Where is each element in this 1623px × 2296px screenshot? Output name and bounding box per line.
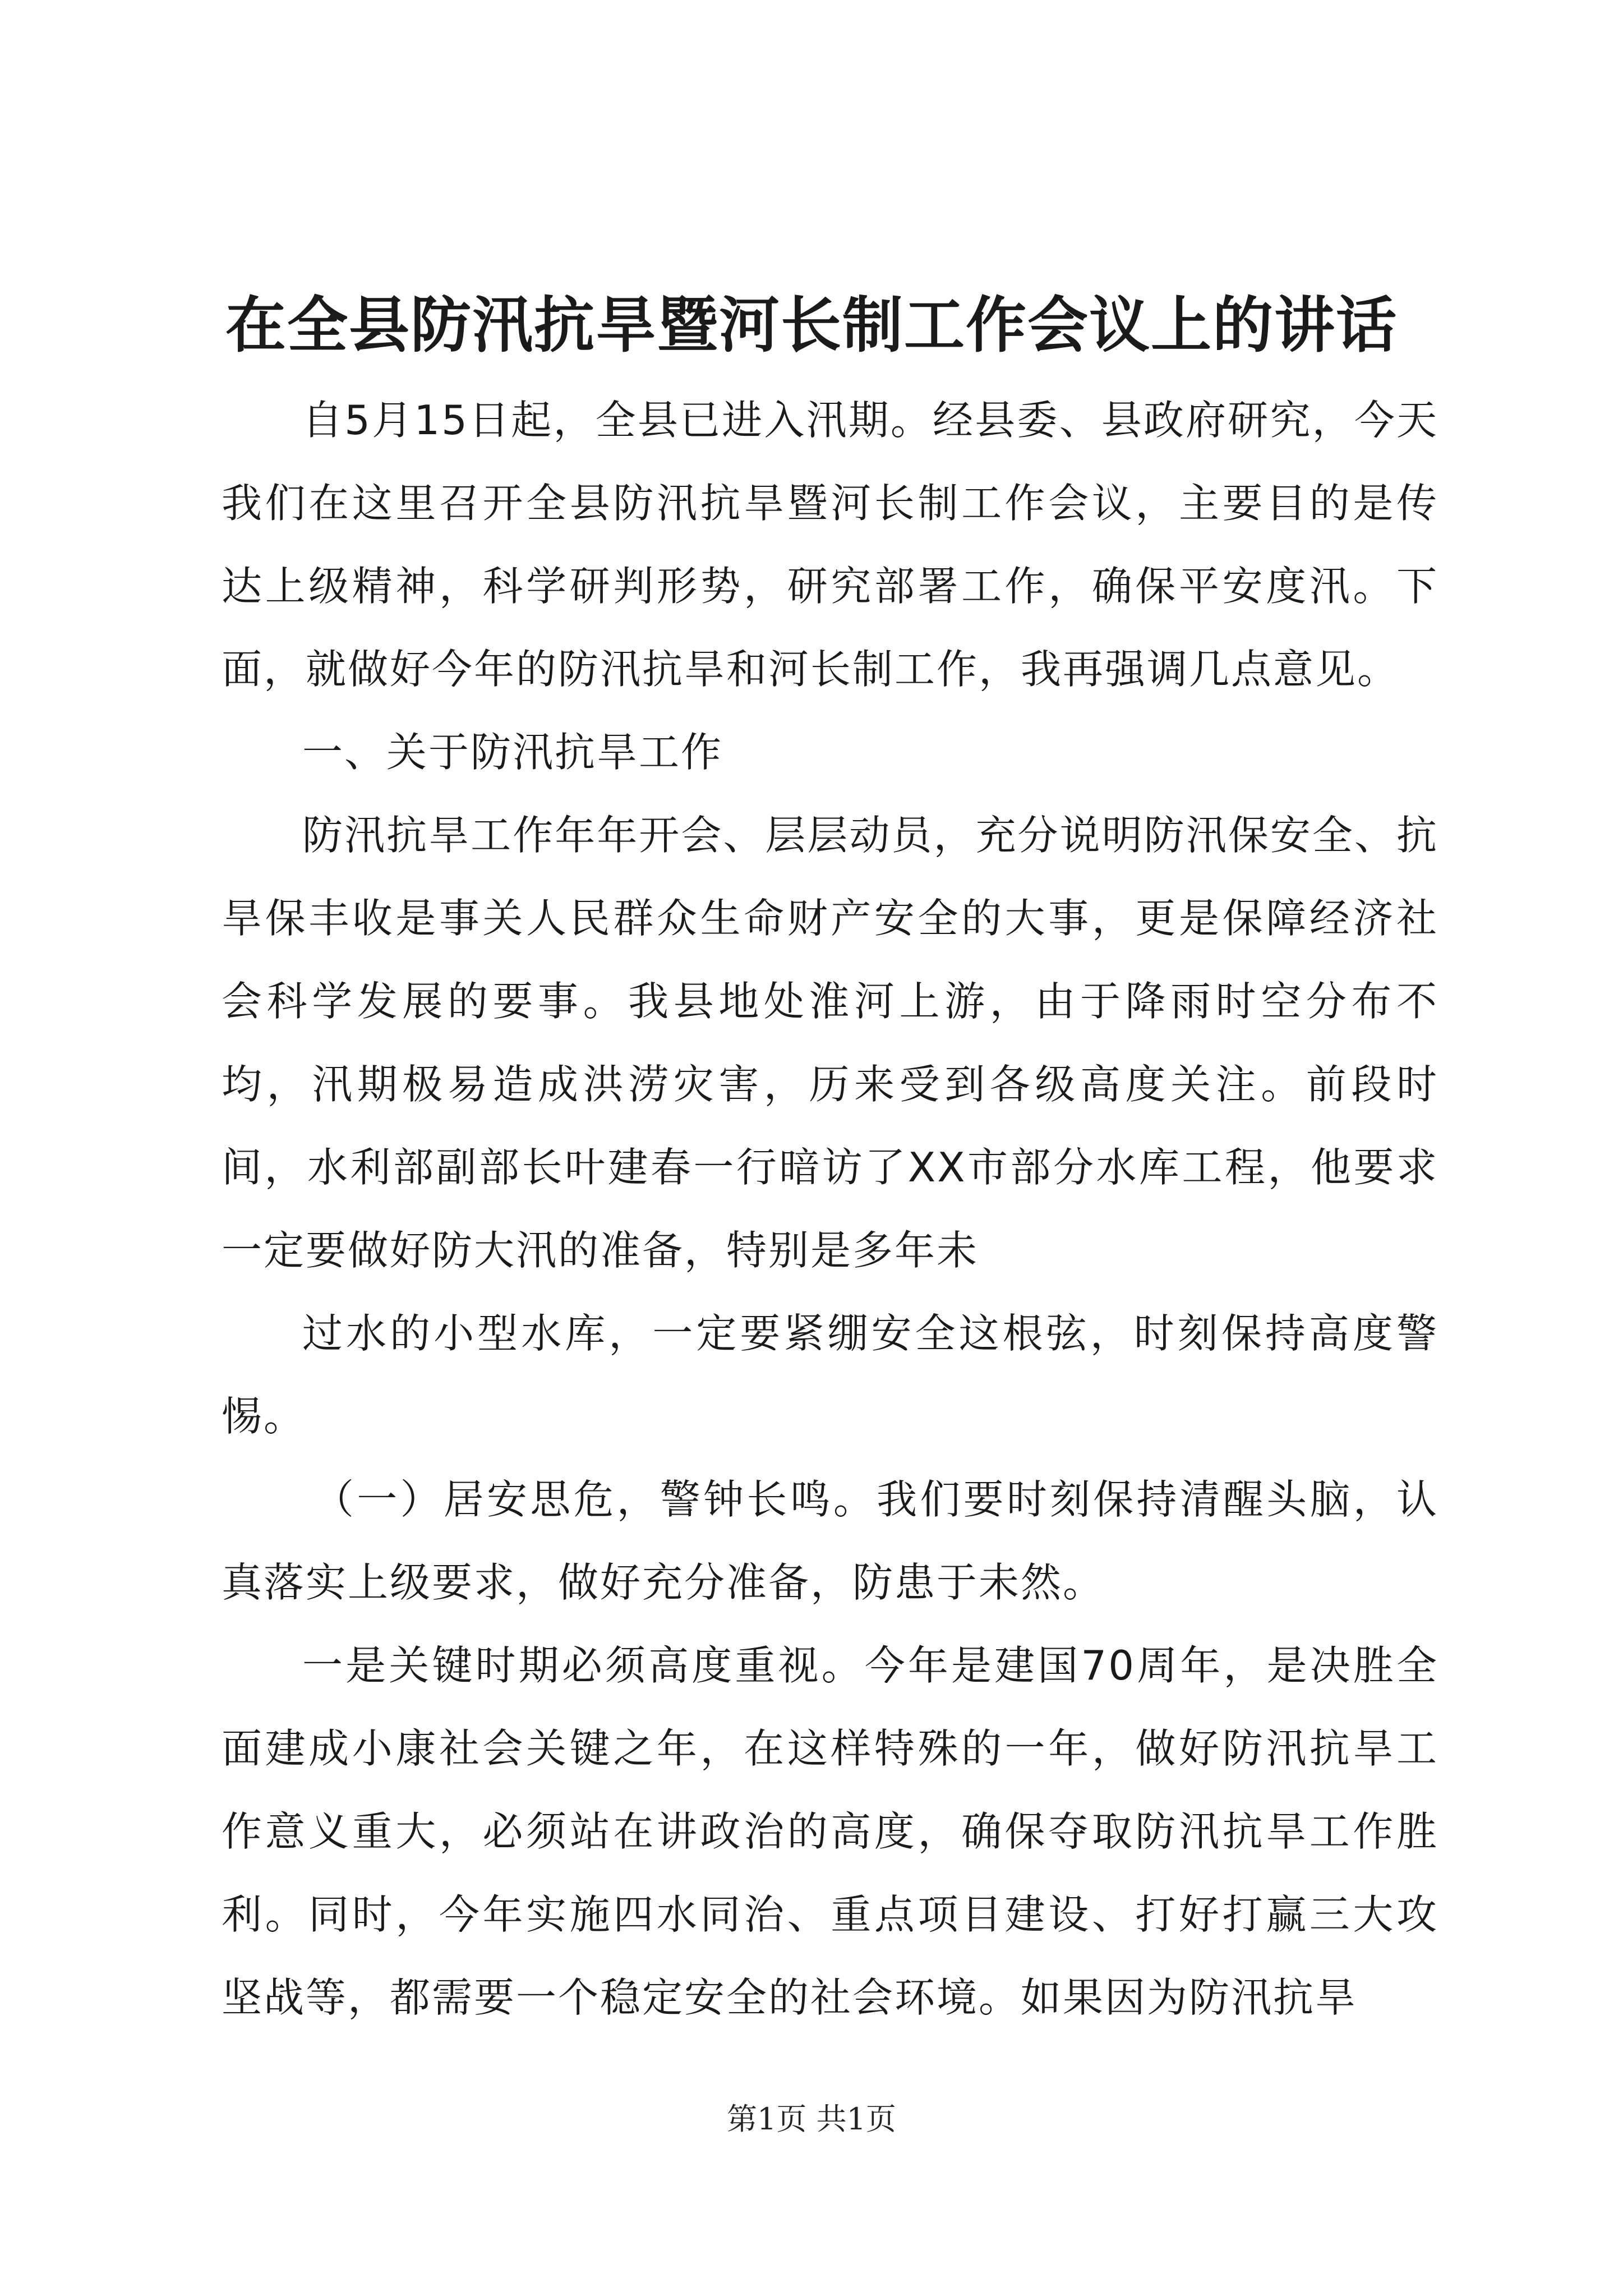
paragraph-intro: 自5月15日起，全县已进入汛期。经县委、县政府研究，今天我们在这里召开全县防汛抗旱暨河长制工作会议，主要目的是传达上级精神，科学研判形势，研究部署工作，确保平安度汛。下面，就做好今年的防汛抗旱和河长制工作，我再强调几点意见。 <box>222 397 1438 693</box>
section-heading-flood-drought: 一、关于防汛抗旱工作 <box>302 729 723 776</box>
document-title: 在全县防汛抗旱暨河长制工作会议上的讲话 <box>225 290 1398 361</box>
paragraph-key-period: 一是关键时期必须高度重视。今年是建国70周年，是决胜全面建成小康社会关键之年，在这样特殊的一年，做好防汛抗旱工作意义重大，必须站在讲政治的高度，确保夺取防汛抗旱工作胜利。同时，今年实施四水同治、重点项目建设、打好打赢三大攻坚战等，都需要一个稳定安全的社会环境。如果因为防汛抗旱 <box>222 1642 1438 2021</box>
paragraph-reservoir-vigilance: 过水的小型水库，一定要紧绷安全这根弦，时刻保持高度警惕。 <box>222 1310 1438 1440</box>
page-footer: 第1页 共1页 <box>727 2101 896 2137</box>
paragraph-flood-importance: 防汛抗旱工作年年开会、层层动员，充分说明防汛保安全、抗旱保丰收是事关人民群众生命财产安全的大事，更是保障经济社会科学发展的要事。我县地处淮河上游，由于降雨时空分布不均，汛期极易造成洪涝灾害，历来受到各级高度关注。前段时间，水利部副部长叶建春一行暗访了XX市部分水库工程，他要求一定要做好防大汛的准备，特别是多年未 <box>222 812 1438 1274</box>
subsection-heading-vigilance: （一）居安思危，警钟长鸣。我们要时刻保持清醒头脑，认真落实上级要求，做好充分准备，防患于未然。 <box>222 1476 1438 1606</box>
document-body <box>222 379 1438 2039</box>
